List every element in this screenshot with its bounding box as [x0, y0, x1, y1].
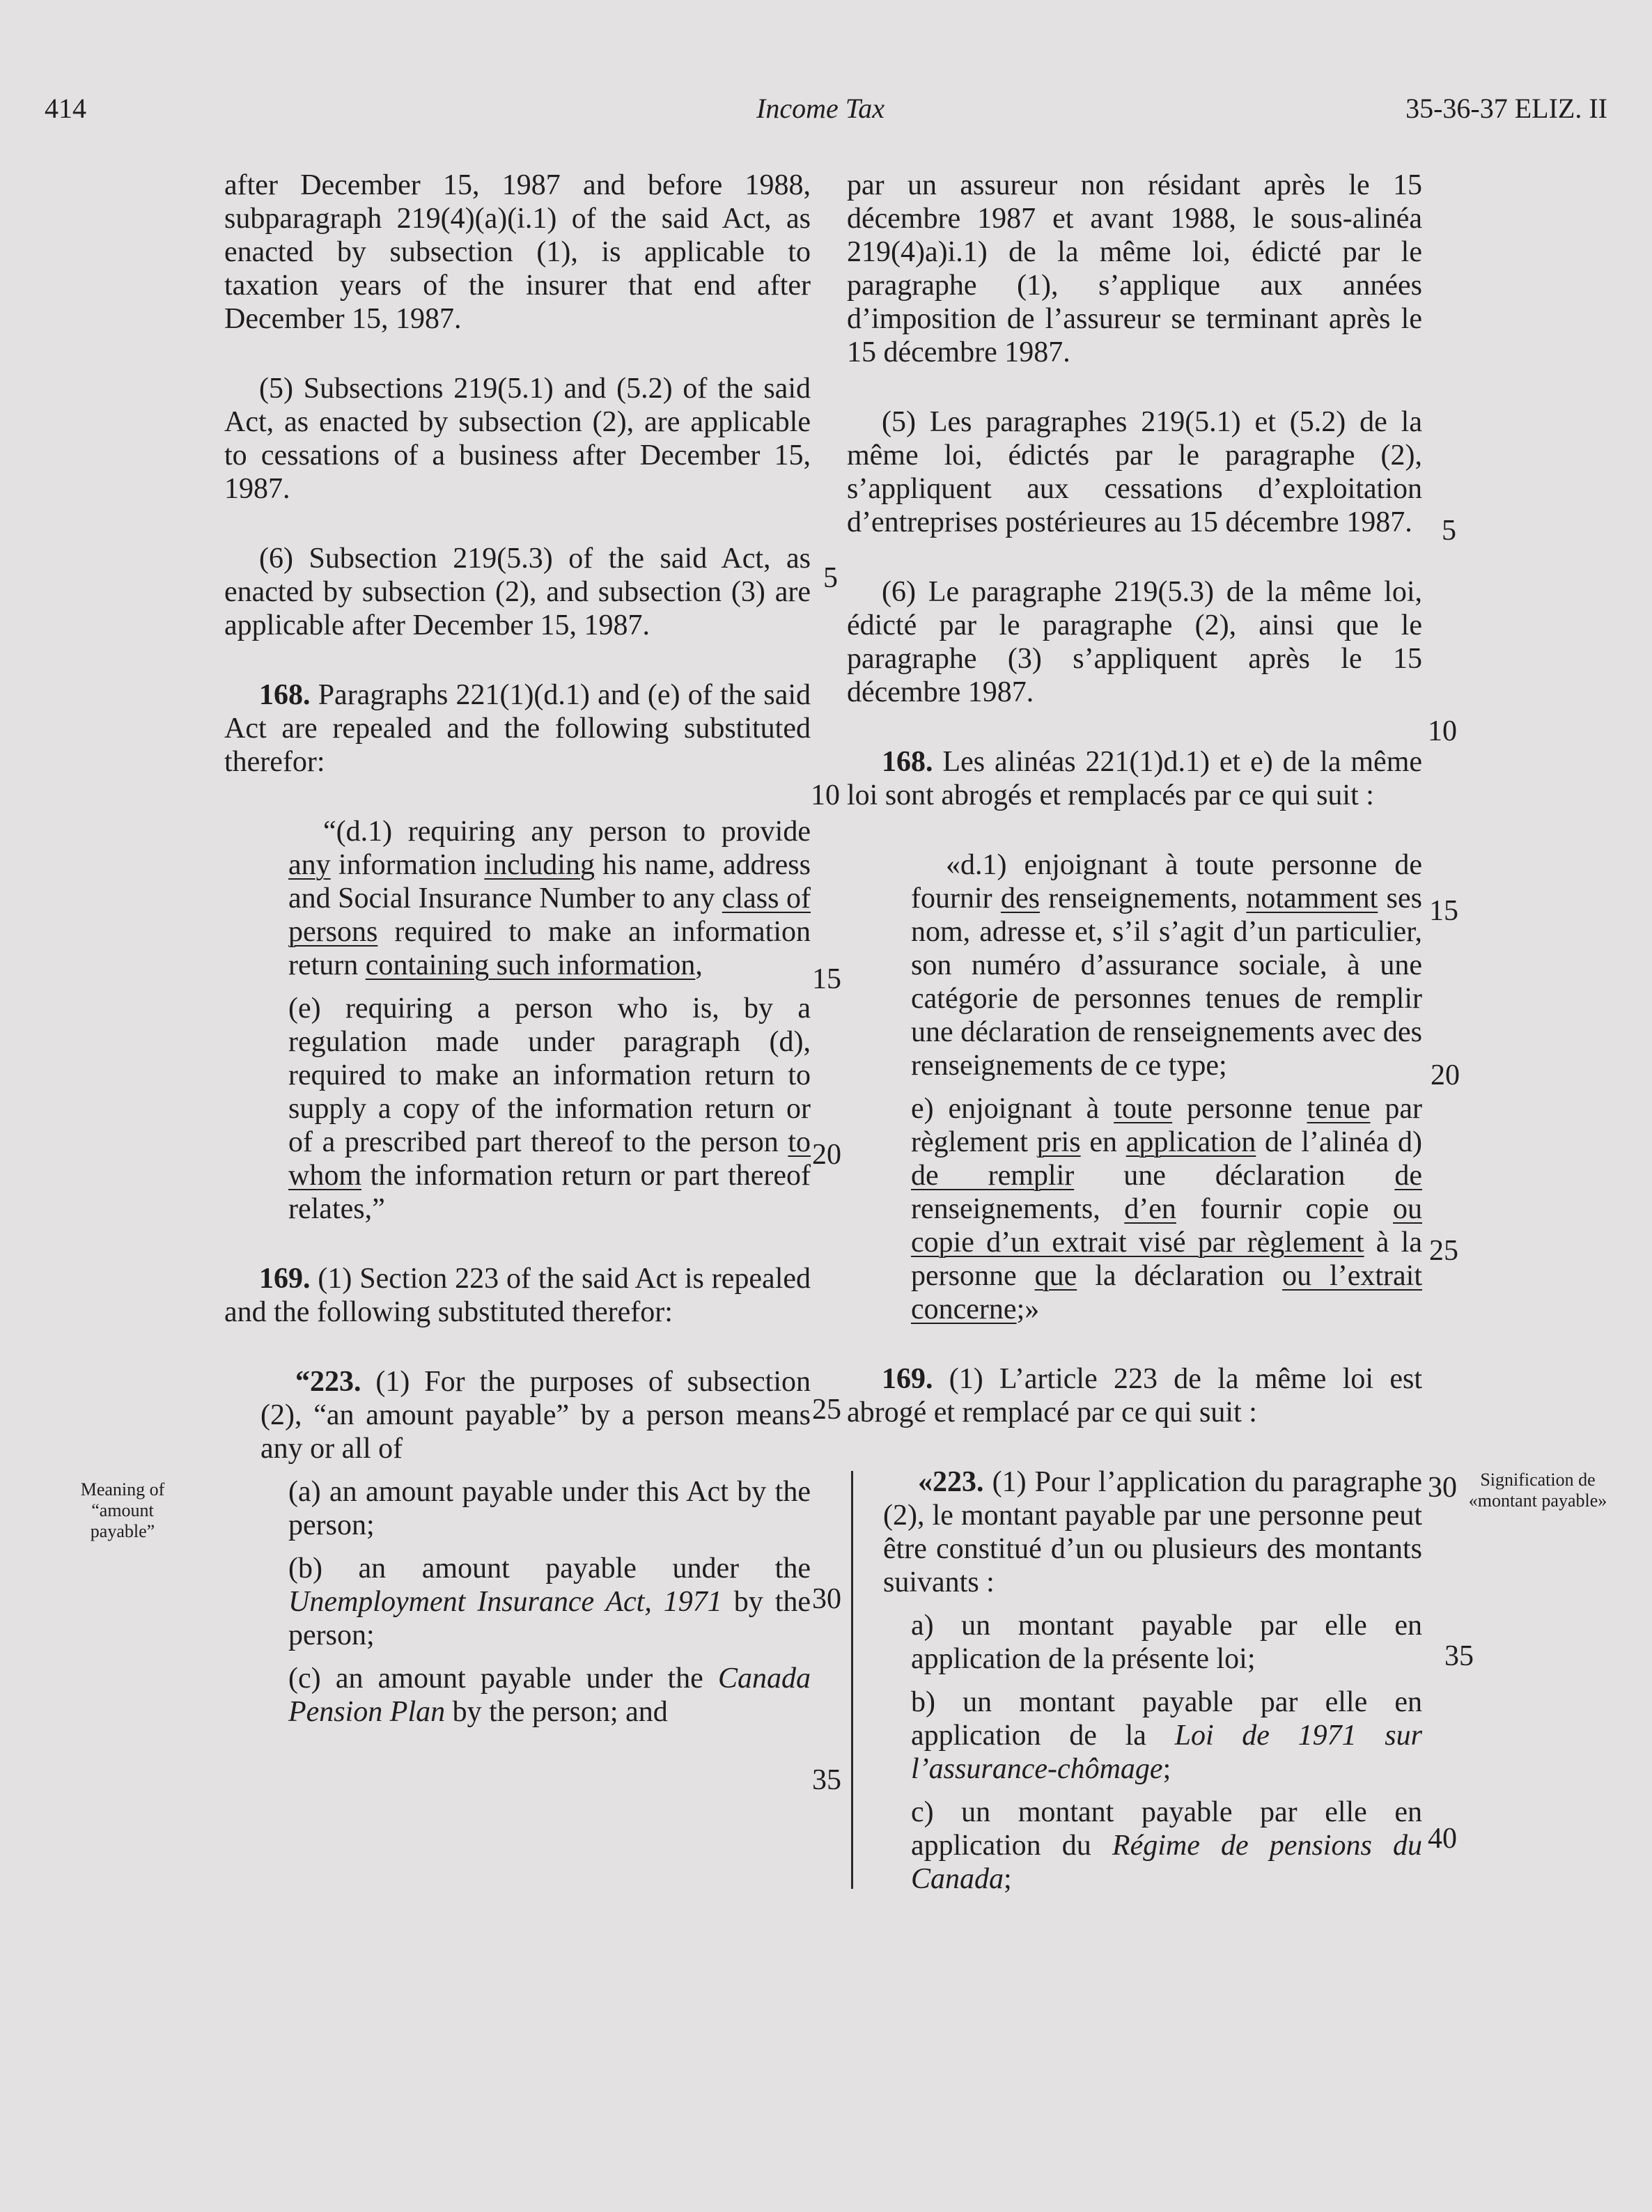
fr-paragraph-e: e) enjoignant à toute personne tenue par règlement pris en application de l’alinéa d) de remplir une déclaration de renseignements, d’en fournir copie ou copie d’un extrait visé par règlement à la personne que la déclaration ou l’extrait concerne;»: [911, 1093, 1423, 1325]
en-amendment-block: [224, 815, 811, 1226]
en-item-c: (c) an amount payable under the Canada Pension Plan by the person; and: [288, 1662, 811, 1728]
line-number: 5: [1442, 515, 1456, 547]
running-title: Income Tax: [756, 93, 885, 124]
en-paragraph-e: (e) requiring a person who is, by a regulation made under paragraph (d), required to make an information return to supply a copy of the information return or of a prescribed part thereof to the person to whom the information return or part thereof relates,”: [288, 992, 811, 1225]
fr-item-c: c) un montant payable par elle en application du Régime de pensions du Canada;: [911, 1796, 1422, 1895]
en-section-223-number: “223.: [295, 1366, 361, 1398]
fr-paragraph-6: (6) Le paragraphe 219(5.3) de la même loi, édicté par le paragraphe (2), ainsi que le paragraphe (3) s’appliquent après le 15 décembre 1987.: [847, 576, 1422, 708]
fr-section-168-number: 168.: [882, 746, 933, 778]
line-number: 10: [1428, 715, 1457, 747]
en-section-223: “223. (1) For the purposes of subsection (2), “an amount payable” by a person means any or all of: [260, 1366, 811, 1465]
line-number: 15: [812, 963, 841, 995]
fr-section-223: «223. (1) Pour l’application du paragraphe (2), le montant payable par une personne peut être constitué d’un ou plusieurs des montants suivants :: [883, 1466, 1422, 1598]
marginal-note-french: Signification de «montant payable»: [1468, 1470, 1607, 1511]
english-column: [224, 169, 811, 1729]
fr-item-a: a) un montant payable par elle en application de la présente loi;: [911, 1610, 1422, 1675]
fr-section-169-text: (1) L’article 223 de la même loi est abrogé et remplacé par ce qui suit :: [847, 1363, 1422, 1428]
fr-paragraph-d1: «d.1) enjoignant à toute personne de fournir des renseignements, notamment ses nom, adresse et, s’il s’agit d’un particulier, son numéro d’assurance sociale, à une catégorie de personnes tenues de remplir une déclaration de renseignements avec des renseignements de ce type;: [911, 849, 1422, 1082]
line-number: 40: [1428, 1823, 1457, 1855]
en-section-169-number: 169.: [259, 1263, 311, 1295]
line-number: 20: [1431, 1059, 1460, 1091]
fr-section-169: [847, 1362, 1422, 1429]
fr-paragraph-1: par un assureur non résidant après le 15 décembre 1987 et avant 1988, le sous-alinéa 219(4)a)i.1) de la même loi, édicté par le paragraphe (1), s’applique aux années d’imposition de l’assureur se terminant après le 15 décembre 1987.: [847, 169, 1422, 368]
fr-section-168: [847, 745, 1422, 812]
line-number: 30: [1428, 1472, 1457, 1504]
line-number: 25: [812, 1394, 841, 1426]
fr-item-b: b) un montant payable par elle en application de la Loi de 1971 sur l’assurance-chômage;: [911, 1686, 1422, 1785]
marginal-note-english: Meaning of “amount payable”: [80, 1479, 165, 1541]
en-paragraph-6: (6) Subsection 219(5.3) of the said Act, as enacted by subsection (2), and subsection (3) are applicable after December 15, 1987.: [224, 543, 811, 641]
fr-paragraph-5: (5) Les paragraphes 219(5.1) et (5.2) de la même loi, édictés par le paragraphe (2), s’appliquent aux cessations d’exploitation d’entreprises postérieures au 15 décembre 1987.: [847, 406, 1422, 538]
french-column: [847, 169, 1422, 1896]
line-number: 20: [812, 1139, 841, 1171]
en-paragraph-d1: “(d.1) requiring any person to provide any information including his name, address and Social Insurance Number to any class of persons required to make an information return containing such information,: [288, 816, 811, 981]
page-number: 414: [45, 93, 86, 124]
fr-section-169-number: 169.: [882, 1363, 933, 1395]
line-number: 10: [811, 779, 840, 811]
en-section-169-text: (1) Section 223 of the said Act is repealed and the following substituted therefor:: [224, 1263, 811, 1328]
en-item-a: (a) an amount payable under this Act by the person;: [288, 1476, 811, 1541]
en-paragraph-1: after December 15, 1987 and before 1988, subparagraph 219(4)(a)(i.1) of the said Act, as enacted by subsection (1), is applicable to taxation years of the insurer that end after December 15, 1987.: [224, 169, 811, 335]
en-paragraph-5: (5) Subsections 219(5.1) and (5.2) of the said Act, as enacted by subsection (2), are applicable to cessations of a business after December 15, 1987.: [224, 373, 811, 505]
en-section-223-block: [224, 1365, 811, 1729]
en-section-168-text: Paragraphs 221(1)(d.1) and (e) of the said Act are repealed and the following substituted therefor:: [224, 679, 811, 778]
en-section-168: [224, 678, 811, 779]
line-number: 25: [1429, 1235, 1458, 1267]
session-reference: 35-36-37 ELIZ. II: [1405, 93, 1607, 124]
line-number: 35: [812, 1764, 841, 1796]
fr-section-223-block: [847, 1465, 1422, 1896]
line-number: 35: [1444, 1640, 1474, 1672]
line-number: 5: [823, 562, 838, 594]
en-item-b: (b) an amount payable under the Unemployment Insurance Act, 1971 by the person;: [288, 1552, 811, 1651]
line-number: 15: [1429, 895, 1458, 927]
fr-amendment-block: [847, 848, 1422, 1326]
fr-section-223-number: «223.: [918, 1466, 984, 1498]
fr-section-168-text: Les alinéas 221(1)d.1) et e) de la même loi sont abrogés et remplacés par ce qui suit :: [847, 746, 1422, 811]
line-number: 30: [812, 1583, 841, 1615]
en-section-169: [224, 1262, 811, 1329]
column-divider-rule: [851, 1471, 853, 1889]
en-section-168-number: 168.: [259, 679, 311, 711]
